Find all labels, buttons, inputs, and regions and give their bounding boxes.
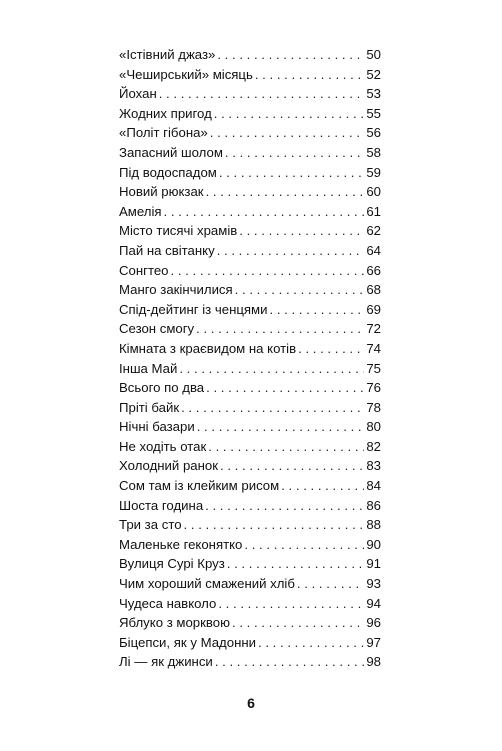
toc-entry-title: Пріті байк — [119, 399, 180, 415]
dot-leader — [179, 359, 364, 379]
dot-leader — [217, 241, 365, 261]
dot-leader — [258, 633, 364, 653]
toc-entry — [119, 535, 381, 555]
toc-entry-title: Вулиця Сурі Круз — [119, 556, 225, 572]
toc-entry — [119, 84, 381, 104]
toc-entry-title: Яблуко з морквою — [119, 615, 230, 631]
toc-entry-title: Не ходіть отак — [119, 438, 207, 454]
table-of-contents — [119, 45, 381, 672]
toc-entry-title: Чим хороший смажений хліб — [119, 576, 295, 592]
toc-entry — [119, 476, 381, 496]
dot-leader — [196, 319, 364, 339]
dot-leader — [205, 496, 364, 516]
toc-entry-page: 84 — [366, 478, 381, 494]
dot-leader — [255, 65, 364, 85]
toc-entry-title: Всього по два — [119, 380, 205, 396]
toc-entry — [119, 574, 381, 594]
toc-entry-page: 97 — [366, 634, 381, 650]
toc-entry-title: Кімната з краєвидом на котів — [119, 340, 297, 356]
dot-leader — [239, 221, 364, 241]
toc-entry — [119, 143, 381, 163]
toc-entry-page: 83 — [366, 458, 381, 474]
toc-entry-page: 52 — [366, 66, 381, 82]
toc-entry-title: Чудеса навколо — [119, 595, 217, 611]
toc-entry-page: 93 — [366, 576, 381, 592]
toc-entry-title: Під водоспадом — [119, 164, 217, 180]
toc-entry-page: 78 — [366, 399, 381, 415]
toc-entry-title: Новий рюкзак — [119, 184, 204, 200]
toc-entry — [119, 104, 381, 124]
toc-entry-title: Три за сто — [119, 517, 182, 533]
toc-entry-page: 86 — [366, 497, 381, 513]
toc-entry-title: Шоста година — [119, 497, 204, 513]
dot-leader — [220, 456, 364, 476]
toc-entry — [119, 633, 381, 653]
toc-entry — [119, 554, 381, 574]
toc-entry-page: 61 — [366, 203, 381, 219]
toc-entry — [119, 163, 381, 183]
toc-entry — [119, 182, 381, 202]
toc-entry-page: 59 — [366, 164, 381, 180]
dot-leader — [218, 594, 364, 614]
dot-leader — [235, 280, 365, 300]
dot-leader — [159, 84, 365, 104]
dot-leader — [206, 182, 365, 202]
toc-entry — [119, 202, 381, 222]
toc-entry-page: 72 — [366, 321, 381, 337]
toc-entry-page: 64 — [366, 242, 381, 258]
toc-entry — [119, 319, 381, 339]
dot-leader — [298, 339, 364, 359]
toc-entry-page: 90 — [366, 536, 381, 552]
toc-entry — [119, 437, 381, 457]
toc-entry-page: 82 — [366, 438, 381, 454]
toc-entry — [119, 456, 381, 476]
dot-leader — [225, 143, 364, 163]
toc-entry — [119, 359, 381, 379]
toc-entry-title: Запасний шолом — [119, 144, 223, 160]
toc-entry — [119, 241, 381, 261]
toc-entry-title: Нічні базари — [119, 419, 195, 435]
dot-leader — [244, 535, 364, 555]
toc-entry — [119, 652, 381, 672]
dot-leader — [208, 437, 364, 457]
dot-leader — [171, 261, 365, 281]
toc-entry-page: 55 — [366, 105, 381, 121]
toc-entry-title: Сонгтео — [119, 262, 169, 278]
toc-entry-page: 56 — [366, 125, 381, 141]
toc-entry-page: 50 — [366, 47, 381, 62]
toc-entry — [119, 496, 381, 516]
toc-entry — [119, 515, 381, 535]
dot-leader — [206, 378, 364, 398]
toc-entry-title: «Політ гібона» — [119, 125, 208, 141]
dot-leader — [197, 417, 365, 437]
toc-entry-title: «Істівний джаз» — [119, 47, 216, 62]
toc-entry-page: 62 — [366, 223, 381, 239]
toc-entry-title: Сом там із клейким рисом — [119, 478, 280, 494]
toc-entry-title: Йохан — [119, 86, 157, 102]
toc-entry-page: 80 — [366, 419, 381, 435]
toc-entry-page: 88 — [366, 517, 381, 533]
toc-entry-page: 74 — [366, 340, 381, 356]
toc-entry — [119, 45, 381, 65]
toc-entry-page: 60 — [366, 184, 381, 200]
dot-leader — [232, 613, 364, 633]
toc-entry — [119, 221, 381, 241]
toc-entry-title: Холодний ранок — [119, 458, 219, 474]
toc-entry — [119, 123, 381, 143]
toc-entry-title: Спід-дейтинг із ченцями — [119, 301, 268, 317]
dot-leader — [184, 515, 365, 535]
toc-entry-title: Пай на світанку — [119, 242, 215, 258]
toc-entry — [119, 339, 381, 359]
toc-entry — [119, 378, 381, 398]
dot-leader — [214, 104, 365, 124]
toc-entry-page: 94 — [366, 595, 381, 611]
toc-entry-page: 75 — [366, 360, 381, 376]
dot-leader — [281, 476, 364, 496]
toc-entry — [119, 65, 381, 85]
toc-entry-title: «Чеширський» місяць — [119, 66, 253, 82]
toc-entry — [119, 261, 381, 281]
toc-entry — [119, 398, 381, 418]
dot-leader — [227, 554, 365, 574]
toc-entry-page: 98 — [366, 654, 381, 670]
toc-entry-page: 68 — [366, 282, 381, 298]
toc-entry-page: 53 — [366, 86, 381, 102]
toc-entry-title: Лі — як джинси — [119, 654, 213, 670]
toc-entry-page: 69 — [366, 301, 381, 317]
toc-entry-page: 58 — [366, 144, 381, 160]
toc-entry — [119, 280, 381, 300]
toc-entry — [119, 417, 381, 437]
toc-entry — [119, 613, 381, 633]
toc-entry-page: 96 — [366, 615, 381, 631]
dot-leader — [270, 300, 365, 320]
dot-leader — [217, 45, 364, 65]
toc-entry-page: 91 — [366, 556, 381, 572]
toc-entry — [119, 594, 381, 614]
toc-entry — [119, 300, 381, 320]
toc-entry-page: 66 — [366, 262, 381, 278]
dot-leader — [210, 123, 365, 143]
toc-entry-title: Біцепси, як у Мадонни — [119, 634, 257, 650]
toc-entry-title: Інша Май — [119, 360, 178, 376]
toc-entry-title: Сезон смогу — [119, 321, 195, 337]
page-number: 6 — [247, 695, 255, 711]
dot-leader — [297, 574, 364, 594]
toc-entry-page: 76 — [366, 380, 381, 396]
toc-entry-title: Жодних пригод — [119, 105, 212, 121]
dot-leader — [215, 652, 365, 672]
dot-leader — [181, 398, 364, 418]
dot-leader — [164, 202, 365, 222]
dot-leader — [219, 163, 364, 183]
toc-entry-title: Амелія — [119, 203, 162, 219]
toc-entry-title: Маленьке геконятко — [119, 536, 243, 552]
toc-entry-title: Манго закінчилися — [119, 282, 233, 298]
toc-entry-title: Місто тисячі храмів — [119, 223, 238, 239]
